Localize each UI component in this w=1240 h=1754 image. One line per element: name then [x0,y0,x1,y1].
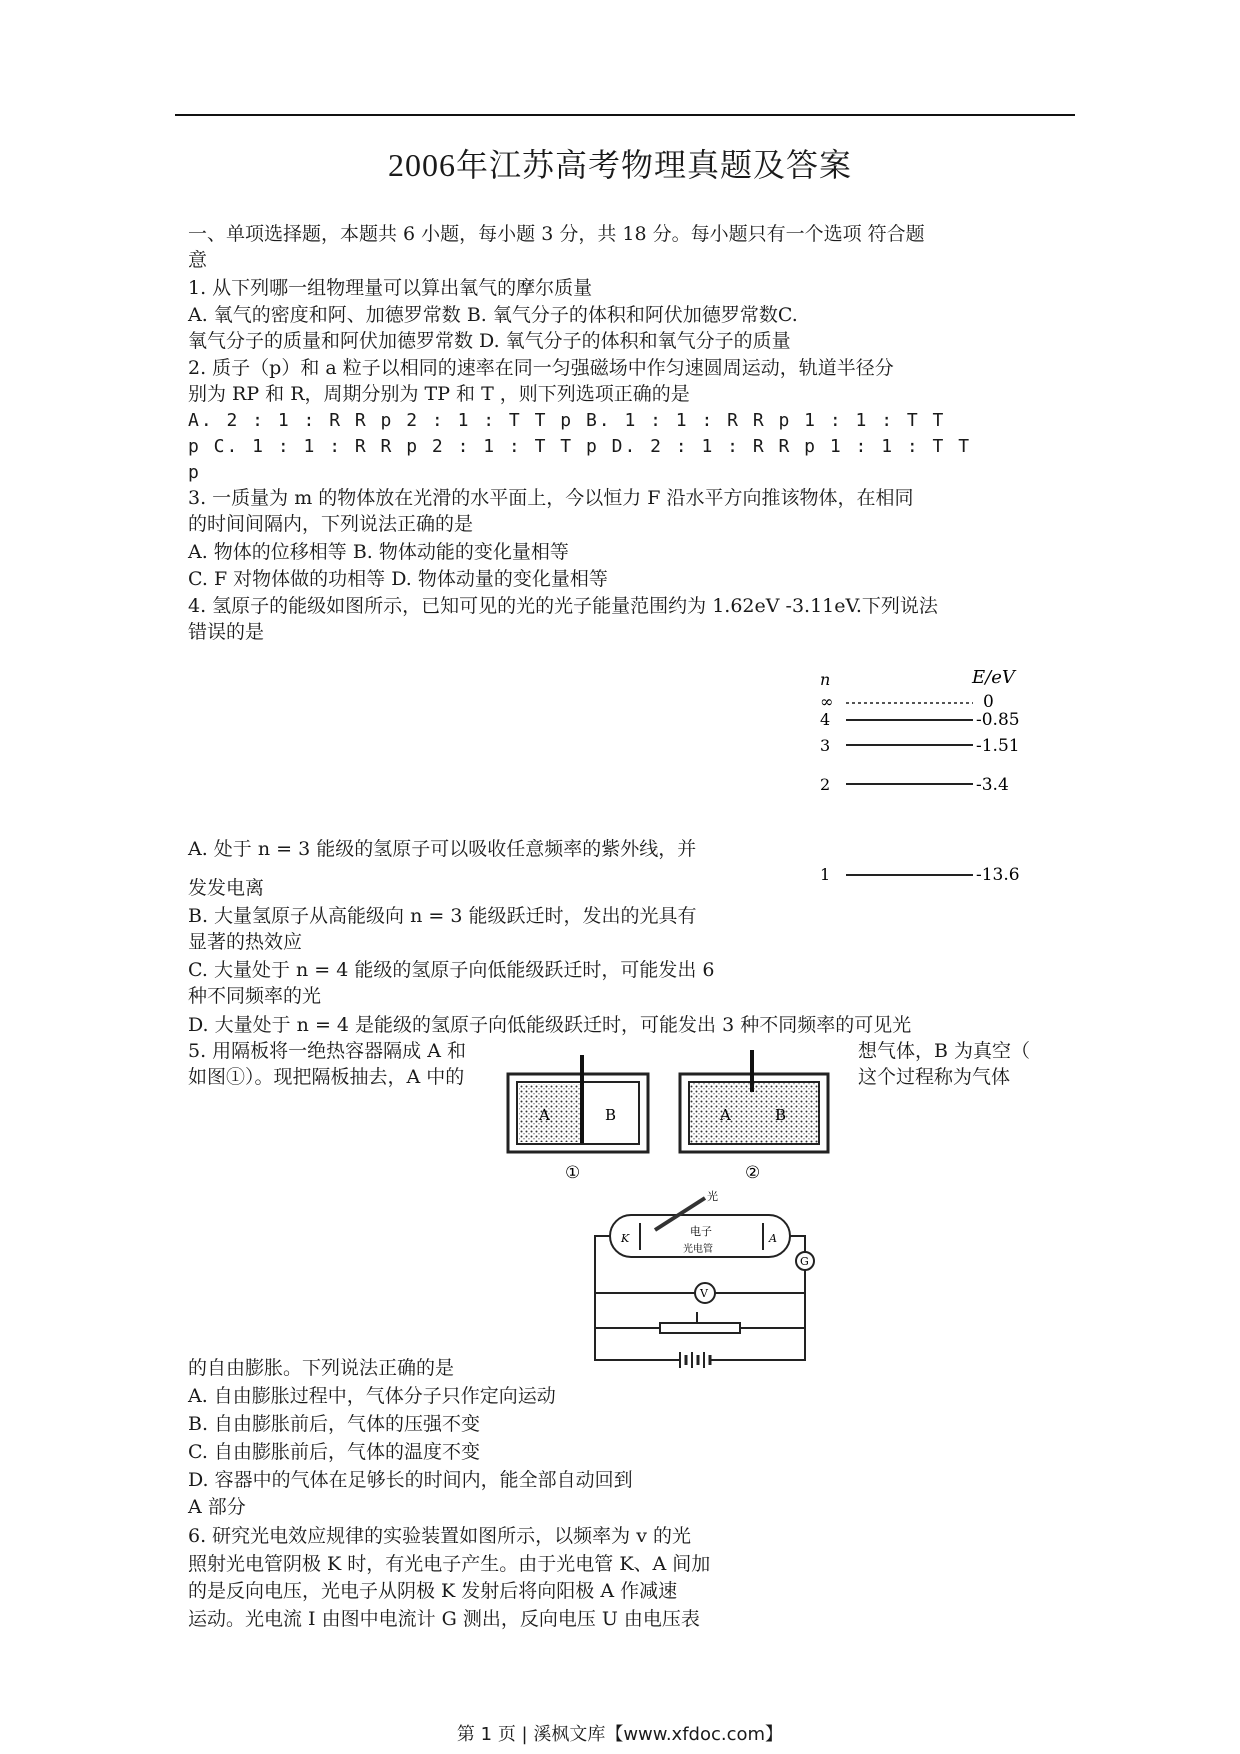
text-line: C. 大量处于 n = 4 能级的氢原子向低能级跃迁时，可能发出 6 [188,959,715,981]
text-line: 氧气分子的质量和阿伏加德罗常数 D. 氧气分子的体积和氧气分子的质量 [188,330,791,352]
energy-axis-label: E/eV [972,667,1015,688]
text-line: 种不同频率的光 [188,985,322,1007]
level-2 [820,775,1009,795]
region-a-label: A [720,1106,731,1124]
text-line: C. F 对物体做的功相等 D. 物体动量的变化量相等 [188,568,608,590]
level-1 [820,865,1020,885]
text-line: A. 处于 n = 3 能级的氢原子可以吸收任意频率的紫外线，并 [188,838,697,860]
level-energy: -1.51 [976,736,1020,756]
text-line: 发发电离 [188,877,265,899]
region-b-label: B [775,1106,787,1124]
text-line: A. 自由膨胀过程中，气体分子只作定向运动 [188,1385,556,1407]
text-line: 一、单项选择题，本题共 6 小题，每小题 3 分，共 18 分。每小题只有一个选项 符合题 [188,223,925,245]
level-energy: 0 [983,692,994,712]
level-3 [820,736,1020,756]
text-line: C. 自由膨胀前后，气体的温度不变 [188,1441,480,1463]
photoelectric-circuit [585,1190,825,1380]
header-rule [175,114,1075,116]
light-label: 光 [707,1190,718,1203]
text-line: 的自由膨胀。下列说法正确的是 [188,1357,455,1379]
battery [645,1352,735,1368]
text-line: 的时间间隔内，下列说法正确的是 [188,513,474,535]
tube-label: 光电管 [683,1244,713,1255]
figure-1-label: ① [565,1163,581,1183]
text-line: A 部分 [188,1496,246,1518]
text-line: 5. 用隔板将一绝热容器隔成 A 和 [188,1040,466,1062]
level-4 [820,710,1020,730]
anode-label: A [769,1232,777,1245]
text-line: 如图①）。现把隔板抽去，A 中的 [188,1066,465,1088]
text-line: 显著的热效应 [188,931,303,953]
container-before [508,1055,648,1183]
level-inf [820,692,994,712]
text-line: 1. 从下列哪一组物理量可以算出氧气的摩尔质量 [188,277,593,299]
container-after [680,1050,828,1183]
text-line: 意 [188,249,208,271]
text-line: A. 氧气的密度和阿、加德罗常数 B. 氧气分子的体积和阿伏加德罗常数C. [188,304,798,326]
region-b-label: B [605,1106,617,1124]
level-energy: -0.85 [976,710,1020,730]
text-line: A. 物体的位移相等 B. 物体动能的变化量相等 [188,541,569,563]
text-line: 4. 氢原子的能级如图所示，已知可见的光的光子能量范围约为 1.62eV -3.11eV.下列说法 [188,595,938,617]
text-line: 的是反向电压，光电子从阴极 K 发射后将向阳极 A 作减速 [188,1580,678,1602]
level-n: 2 [820,775,831,794]
text-line: B. 自由膨胀前后，气体的压强不变 [188,1413,481,1435]
n-axis-label: n [820,670,831,689]
text-line: A. 2 : 1 : R R p 2 : 1 : T T p B. 1 : 1 : R R p 1 : 1 : T T [188,410,946,431]
container-figure [505,1050,845,1185]
text-line: 照射光电管阴极 K 时，有光电子产生。由于光电管 K、A 间加 [188,1553,711,1575]
energy-level-diagram [808,665,1038,891]
rheostat [660,1323,740,1333]
text-line: 想气体，B 为真空（ [858,1040,1031,1062]
text-line: D. 大量处于 n = 4 是能级的氢原子向低能级跃迁时，可能发出 3 种不同频率的可见光 [188,1014,912,1036]
level-energy: -3.4 [976,775,1009,795]
text-line: 3. 一质量为 m 的物体放在光滑的水平面上，今以恒力 F 沿水平方向推该物体，在相同 [188,487,914,509]
page-title: 2006年江苏高考物理真题及答案 [387,147,852,183]
level-n: ∞ [820,692,834,711]
region-a-label: A [539,1106,550,1124]
galvanometer-label: G [800,1255,809,1268]
electron-label: 电子 [690,1225,712,1238]
text-line: 这个过程称为气体 [858,1066,1011,1088]
figure-2-label: ② [745,1163,761,1183]
level-n: 1 [820,865,831,884]
text-line: p [188,462,201,483]
text-line: 错误的是 [188,621,265,643]
text-line: 运动。光电流 I 由图中电流计 G 测出，反向电压 U 由电压表 [188,1608,700,1630]
level-energy: -13.6 [976,865,1020,885]
text-line: 6. 研究光电效应规律的实验装置如图所示，以频率为 v 的光 [188,1525,691,1547]
text-line: B. 大量氢原子从高能级向 n = 3 能级跃迁时，发出的光具有 [188,905,697,927]
text-line: p C. 1 : 1 : R R p 2 : 1 : T T p D. 2 : 1 : R R p 1 : 1 : T T [188,436,972,457]
text-line: 2. 质子（p）和 a 粒子以相同的速率在同一匀强磁场中作匀速圆周运动，轨道半径分 [188,357,894,379]
cathode-label: K [621,1232,630,1245]
text-line: 别为 RP 和 R，周期分别为 TP 和 T ，则下列选项正确的是 [188,383,690,405]
level-n: 4 [820,710,831,729]
gas-region-a [519,1084,581,1142]
voltmeter-label: V [700,1287,708,1300]
page-footer: 第 1 页 | 溪枫文库【www.xfdoc.com】 [456,1724,784,1745]
text-line: D. 容器中的气体在足够长的时间内，能全部自动回到 [188,1469,633,1491]
level-n: 3 [820,736,831,755]
